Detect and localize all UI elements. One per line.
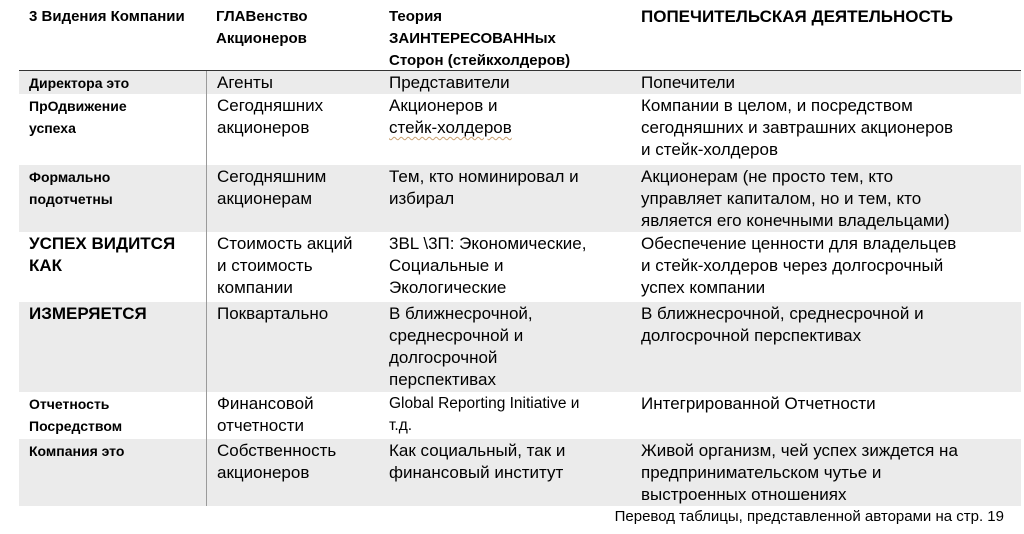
cell-line: Собственность: [217, 441, 337, 460]
row-label: [19, 232, 206, 302]
cell-line: избирал: [389, 189, 455, 208]
cell-line: выстроенных отношениях: [641, 485, 847, 504]
cell-line: Экологические: [389, 278, 507, 297]
cell-stewardship: [631, 94, 1021, 165]
cell-line: успех компании: [641, 278, 766, 297]
cell-stewardship: [631, 439, 1021, 506]
cell-line: стейк-холдеров: [389, 118, 512, 137]
cell-line: Как социальный, так и: [389, 441, 566, 460]
cell-line: Сегодняшним: [217, 167, 327, 186]
header-stewardship: [631, 4, 1021, 70]
cell-line: Агенты: [217, 73, 274, 92]
header-line: ПОПЕЧИТЕЛЬСКАЯ ДЕЯТЕЛЬНОСТЬ: [641, 7, 953, 26]
table-row-directors: [19, 71, 1021, 94]
cell-line: Акционерам (не просто тем, кто: [641, 167, 894, 186]
header-line: Сторон (стейкхолдеров): [389, 52, 571, 69]
row-label: [19, 94, 206, 165]
cell-shareholder: [206, 439, 379, 506]
comparison-table: [19, 4, 1021, 506]
header-company-visions: [19, 4, 206, 70]
cell-line: УСПЕХ ВИДИТСЯ: [29, 234, 176, 253]
cell-line: и стоимость: [217, 256, 313, 275]
cell-line: Попечители: [641, 73, 736, 92]
header-stakeholder-theory: [379, 4, 631, 70]
cell-shareholder: [206, 71, 379, 94]
header-line: ЗАИНТЕРЕСОВАННых: [389, 30, 556, 47]
cell-line: Компании в целом, и посредством: [641, 96, 913, 115]
cell-stewardship: [631, 302, 1021, 392]
cell-line: Социальные и: [389, 256, 504, 275]
row-label: [19, 302, 206, 392]
cell-line: отчетности: [217, 416, 305, 435]
cell-line: В ближнесрочной, среднесрочной и: [641, 304, 924, 323]
cell-line: Живой организм, чей успех зиждется на: [641, 441, 958, 460]
cell-shareholder: [206, 302, 379, 392]
cell-stewardship: [631, 165, 1021, 232]
header-line: Теория: [389, 8, 443, 25]
cell-line: долгосрочной перспективах: [641, 326, 862, 345]
table-row-reporting: [19, 392, 1021, 439]
cell-line: перспективах: [389, 370, 496, 389]
row-label: [19, 439, 206, 506]
cell-line: Директора это: [29, 75, 130, 91]
cell-line: финансовый институт: [389, 463, 564, 482]
table-row-promotion: [19, 94, 1021, 165]
table-caption: Перевод таблицы, представленной авторами на стр. 19: [614, 508, 1004, 525]
cell-stewardship: [631, 232, 1021, 302]
cell-line: В ближнесрочной,: [389, 304, 533, 323]
cell-line: подотчетны: [29, 191, 113, 207]
cell-line: является его конечными владельцами): [641, 211, 950, 230]
cell-line: ИЗМЕРЯЕТСЯ: [29, 304, 147, 323]
cell-line: Сегодняшних: [217, 96, 324, 115]
cell-shareholder: [206, 392, 379, 439]
cell-stewardship: [631, 392, 1021, 439]
table-row-accountable: [19, 165, 1021, 232]
table-row-measured: [19, 302, 1021, 392]
cell-stakeholder: [379, 232, 631, 302]
cell-line: т.д.: [389, 417, 413, 434]
table-row-company: [19, 439, 1021, 506]
cell-stakeholder: [379, 439, 631, 506]
header-line: ГЛАВенство: [216, 8, 308, 25]
cell-line: управляет капиталом, но и тем, кто: [641, 189, 922, 208]
cell-line: Интегрированной Отчетности: [641, 394, 876, 413]
cell-line: успеха: [29, 120, 76, 136]
header-line: 3 Видения Компании: [29, 8, 185, 25]
cell-line: и стейк-холдеров: [641, 140, 778, 159]
cell-line: долгосрочной: [389, 348, 498, 367]
table-row-success: [19, 232, 1021, 302]
cell-line: Финансовой: [217, 394, 314, 413]
table-header-row: [19, 4, 1021, 71]
cell-line: 3BL \3П: Экономические,: [389, 234, 587, 253]
cell-line: КАК: [29, 256, 63, 275]
cell-stakeholder: [379, 165, 631, 232]
cell-stakeholder: [379, 71, 631, 94]
header-shareholder-primacy: [206, 4, 379, 70]
row-label: [19, 71, 206, 94]
cell-line: и стейк-холдеров через долгосрочный: [641, 256, 944, 275]
cell-shareholder: [206, 232, 379, 302]
cell-line: предпринимательском чутье и: [641, 463, 882, 482]
cell-line: акционерам: [217, 189, 313, 208]
cell-line: Обеспечение ценности для владельцев: [641, 234, 957, 253]
row-label: [19, 392, 206, 439]
cell-stakeholder: [379, 94, 631, 165]
cell-shareholder: [206, 165, 379, 232]
cell-stakeholder: [379, 302, 631, 392]
cell-line: Представители: [389, 73, 510, 92]
cell-shareholder: [206, 94, 379, 165]
cell-line: Тем, кто номинировал и: [389, 167, 579, 186]
cell-line: компании: [217, 278, 293, 297]
cell-line: акционеров: [217, 463, 310, 482]
header-line: Акционеров: [216, 30, 307, 47]
cell-line: Компания это: [29, 443, 125, 459]
cell-line: Посредством: [29, 418, 123, 434]
cell-line: Global Reporting Initiative и: [389, 395, 580, 412]
cell-stewardship: [631, 71, 1021, 94]
cell-line: Акционеров и: [389, 96, 498, 115]
cell-stakeholder: [379, 392, 631, 439]
cell-line: Стоимость акций: [217, 234, 353, 253]
cell-line: Поквартально: [217, 304, 329, 323]
row-label: [19, 165, 206, 232]
cell-line: ПрОдвижение: [29, 98, 127, 114]
cell-line: среднесрочной и: [389, 326, 524, 345]
cell-line: Формально: [29, 169, 111, 185]
cell-line: акционеров: [217, 118, 310, 137]
cell-line: Отчетность: [29, 396, 110, 412]
cell-line: сегодняшних и завтрашних акционеров: [641, 118, 954, 137]
